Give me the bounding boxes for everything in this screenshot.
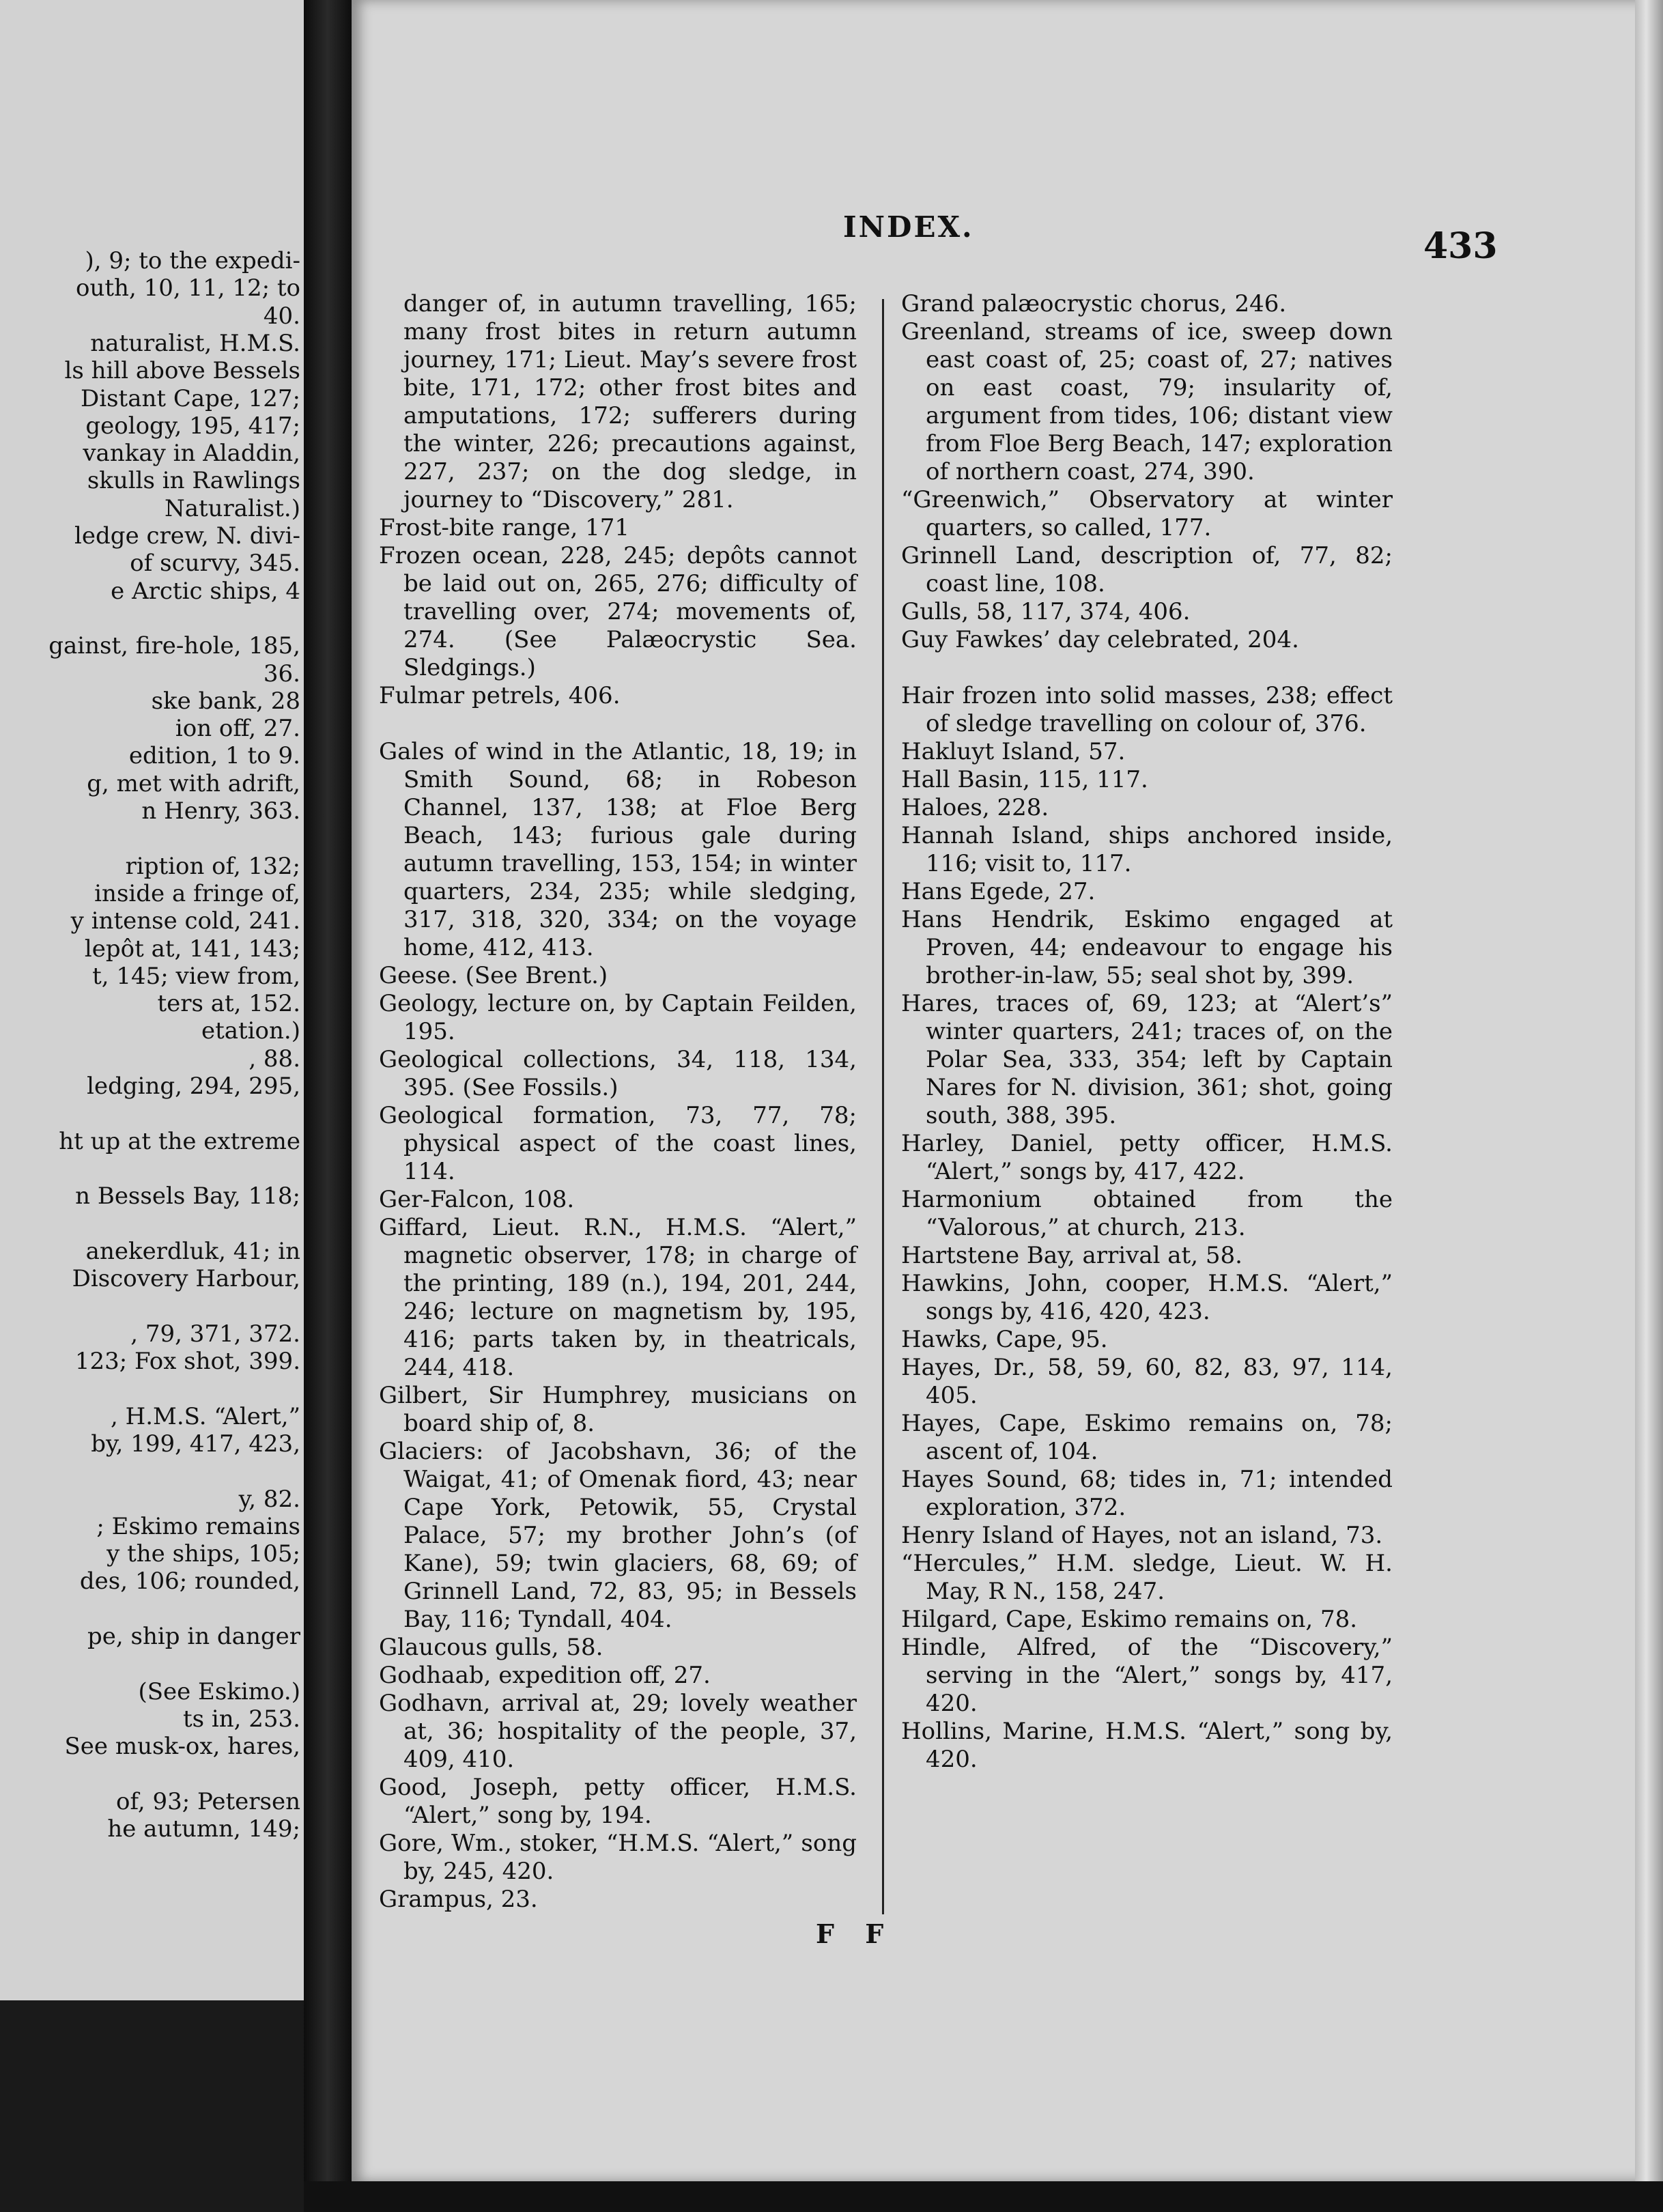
index-entry: Frost-bite range, 171	[379, 514, 629, 541]
facing-page-line: he autumn, 149;	[107, 1815, 300, 1843]
facing-page-line: pe, ship in danger	[87, 1623, 300, 1650]
facing-page-line: 123; Fox shot, 399.	[74, 1348, 300, 1375]
facing-page-line: y the ships, 105;	[106, 1540, 300, 1568]
facing-page-line: skulls in Rawlings	[87, 467, 300, 495]
index-entry: Geological collections, 34, 118, 134, 395. (See Fossils.)	[379, 1046, 857, 1101]
scan-border	[304, 2181, 1663, 2212]
facing-page-line: by, 199, 417, 423,	[91, 1430, 300, 1458]
index-entry: Glaciers: of Jacobshavn, 36; of the Waigat, 41; of Omenak fiord, 43; near Cape York, Petowik, 55, Crystal Palace, 57; my brother John’s (of Kane), 59; twin glaciers, 68, 69; of Grinnell Land, 72, 83, 95; in Bessels Bay, 116; Tyndall, 404.	[379, 1438, 857, 1633]
index-column-left	[379, 290, 857, 1914]
facing-page-line: of scurvy, 345.	[130, 550, 300, 578]
index-column-right	[901, 290, 1393, 1774]
index-entry: Glaucous gulls, 58.	[379, 1634, 603, 1661]
facing-page-line: ht up at the extreme	[59, 1127, 300, 1155]
index-entry: Hayes, Cape, Eskimo remains on, 78; ascent of, 104.	[901, 1410, 1393, 1465]
index-entry: Guy Fawkes’ day celebrated, 204.	[901, 626, 1299, 653]
facing-page-line: ters at, 152.	[157, 990, 300, 1018]
book-gutter	[304, 0, 352, 2212]
index-entry: Geological formation, 73, 77, 78; physical aspect of the coast lines, 114.	[379, 1102, 857, 1185]
facing-page-line: 36.	[263, 660, 300, 687]
index-entry: Henry Island of Hayes, not an island, 73.	[901, 1522, 1383, 1549]
facing-page-line: etation.)	[201, 1017, 300, 1045]
index-entry: Ger-Falcon, 108.	[379, 1186, 575, 1213]
facing-page-line: , 88.	[248, 1045, 300, 1073]
facing-page-line: ls hill above Bessels	[64, 357, 300, 385]
facing-page-line: Distant Cape, 127;	[80, 384, 300, 412]
index-entry: Grinnell Land, description of, 77, 82; coast line, 108.	[901, 542, 1393, 597]
column-rule	[882, 299, 884, 1914]
facing-page-line: t, 145; view from,	[92, 962, 300, 990]
index-entry: “Greenwich,” Observatory at winter quarters, so called, 177.	[901, 486, 1393, 541]
facing-page-line: (See Eskimo.)	[138, 1677, 300, 1705]
facing-page-line: geology, 195, 417;	[85, 412, 300, 440]
facing-page-line: 40.	[263, 302, 300, 330]
index-entry: Gore, Wm., stoker, “H.M.S. “Alert,” song by, 245, 420.	[379, 1830, 857, 1885]
facing-page-line: vankay in Aladdin,	[83, 440, 300, 468]
facing-page-line: ts in, 253.	[182, 1705, 300, 1733]
facing-page-line: of, 93; Petersen	[116, 1787, 300, 1815]
facing-page-line: ), 9; to the expedi-	[85, 247, 300, 274]
index-entry: “Hercules,” H.M. sledge, Lieut. W. H. May, R N., 158, 247.	[901, 1550, 1393, 1605]
facing-page-line: des, 106; rounded,	[79, 1568, 300, 1596]
index-entry: Hayes, Dr., 58, 59, 60, 82, 83, 97, 114, 405.	[901, 1354, 1393, 1409]
facing-page-line: y intense cold, 241.	[70, 907, 300, 935]
index-entry: Harley, Daniel, petty officer, H.M.S. “Alert,” songs by, 417, 422.	[901, 1130, 1393, 1185]
index-entry: Hair frozen into solid masses, 238; effect of sledge travelling on colour of, 376.	[901, 682, 1393, 737]
facing-page-line: g, met with adrift,	[87, 769, 300, 797]
index-entry: Geese. (See Brent.)	[379, 962, 608, 989]
index-entry: Gilbert, Sir Humphrey, musicians on board ship of, 8.	[379, 1382, 857, 1437]
index-entry: Fulmar petrels, 406.	[379, 682, 621, 709]
index-entry: Hall Basin, 115, 117.	[901, 766, 1148, 793]
index-entry: Hans Egede, 27.	[901, 878, 1096, 905]
facing-page-line: n Bessels Bay, 118;	[75, 1182, 300, 1210]
page-number: 433	[1423, 225, 1498, 267]
facing-page-line: edition, 1 to 9.	[128, 742, 300, 770]
facing-page-line: outh, 10, 11, 12; to	[76, 274, 300, 302]
index-entry: Hawkins, John, cooper, H.M.S. “Alert,” songs by, 416, 420, 423.	[901, 1270, 1393, 1325]
index-entry: Grand palæocrystic chorus, 246.	[901, 290, 1287, 317]
facing-page-line: n Henry, 363.	[141, 797, 300, 825]
index-entry: Hans Hendrik, Eskimo engaged at Proven, 44; endeavour to engage his brother-in-law, 55; seal shot by, 399.	[901, 906, 1393, 989]
index-entry: Geology, lecture on, by Captain Feilden, 195.	[379, 990, 857, 1045]
index-entry: Hollins, Marine, H.M.S. “Alert,” song by, 420.	[901, 1718, 1393, 1773]
index-entry: Godhavn, arrival at, 29; lovely weather at, 36; hospitality of the people, 37, 409, 410.	[379, 1690, 857, 1773]
index-entry: Hartstene Bay, arrival at, 58.	[901, 1242, 1242, 1269]
facing-page-line: , 79, 371, 372.	[130, 1320, 300, 1348]
facing-page-line: Discovery Harbour,	[72, 1265, 300, 1293]
facing-page-fragment	[0, 0, 304, 2000]
index-entry: Godhaab, expedition off, 27.	[379, 1662, 711, 1689]
facing-page-line: ion off, 27.	[175, 715, 300, 743]
index-entry: Greenland, streams of ice, sweep down east coast of, 25; coast of, 27; natives on east coast, 79; insularity of, argument from tides, 106; distant view from Floe Berg Beach, 147; exploration of northern coast, 274, 390.	[901, 318, 1393, 485]
index-entry: Hayes Sound, 68; tides in, 71; intended exploration, 372.	[901, 1466, 1393, 1521]
index-entry: Hares, traces of, 69, 123; at “Alert’s” winter quarters, 241; traces of, on the Polar Sea, 333, 354; left by Captain Nares for N. division, 361; shot, going south, 388, 395.	[901, 990, 1393, 1129]
index-entry: Frozen ocean, 228, 245; depôts cannot be laid out on, 265, 276; difficulty of travelling over, 274; movements of, 274. (See Palæocrystic Sea. Sledgings.)	[379, 542, 857, 681]
facing-page-line: See musk-ox, hares,	[64, 1733, 300, 1761]
facing-page-line: inside a fringe of,	[94, 879, 300, 907]
index-entry: Gulls, 58, 117, 374, 406.	[901, 598, 1191, 625]
index-entry: Hannah Island, ships anchored inside, 116; visit to, 117.	[901, 822, 1393, 877]
page-edge	[1635, 0, 1663, 2212]
facing-page-line: gainst, fire-hole, 185,	[48, 632, 300, 660]
signature-mark: F F	[816, 1918, 895, 1949]
facing-page-line: y, 82.	[238, 1485, 300, 1513]
facing-page-line: ledge crew, N. divi-	[74, 522, 300, 550]
index-entry: Hawks, Cape, 95.	[901, 1326, 1108, 1353]
facing-page-line: ske bank, 28	[151, 687, 300, 715]
facing-page-line: e Arctic ships, 4	[111, 577, 300, 605]
facing-page-line: ription of, 132;	[125, 852, 300, 880]
index-entry: Harmonium obtained from the “Valorous,” at church, 213.	[901, 1186, 1393, 1241]
index-entry: danger of, in autumn travelling, 165; many frost bites in return autumn journey, 171; Lieut. May’s severe frost bite, 171, 172; other frost bites and amputations, 172; sufferers during the winter, 226; precautions against, 227, 237; on the dog sledge, in journey to “Discovery,” 281.	[403, 290, 857, 513]
index-entry: Grampus, 23.	[379, 1886, 538, 1913]
index-entry: Hilgard, Cape, Eskimo remains on, 78.	[901, 1606, 1358, 1633]
facing-page-line: ; Eskimo remains	[96, 1512, 300, 1540]
index-entry: Haloes, 228.	[901, 794, 1049, 821]
facing-page-line: anekerdluk, 41; in	[85, 1237, 300, 1265]
facing-page-line: , H.M.S. “Alert,”	[110, 1402, 300, 1430]
index-entry: Hindle, Alfred, of the “Discovery,” serving in the “Alert,” songs by, 417, 420.	[901, 1634, 1393, 1717]
index-entry: Good, Joseph, petty officer, H.M.S. “Alert,” song by, 194.	[379, 1774, 857, 1829]
facing-page-line: naturalist, H.M.S.	[90, 329, 300, 357]
index-entry: Giffard, Lieut. R.N., H.M.S. “Alert,” magnetic observer, 178; in charge of the printing, 189 (n.), 194, 201, 244, 246; lecture on magnetism by, 195, 416; parts taken by, in theatricals, 244, 418.	[379, 1214, 857, 1381]
index-entry: Hakluyt Island, 57.	[901, 738, 1126, 765]
facing-page-line: Naturalist.)	[164, 494, 300, 522]
facing-page-line: lepôt at, 141, 143;	[84, 935, 300, 963]
running-head: INDEX.	[843, 210, 974, 244]
index-entry: Gales of wind in the Atlantic, 18, 19; in Smith Sound, 68; in Robeson Channel, 137, 138; at Floe Berg Beach, 143; furious gale during autumn travelling, 153, 154; in winter quarters, 234, 235; while sledging, 317, 318, 320, 334; on the voyage home, 412, 413.	[379, 738, 857, 961]
facing-page-line: ledging, 294, 295,	[87, 1073, 300, 1100]
